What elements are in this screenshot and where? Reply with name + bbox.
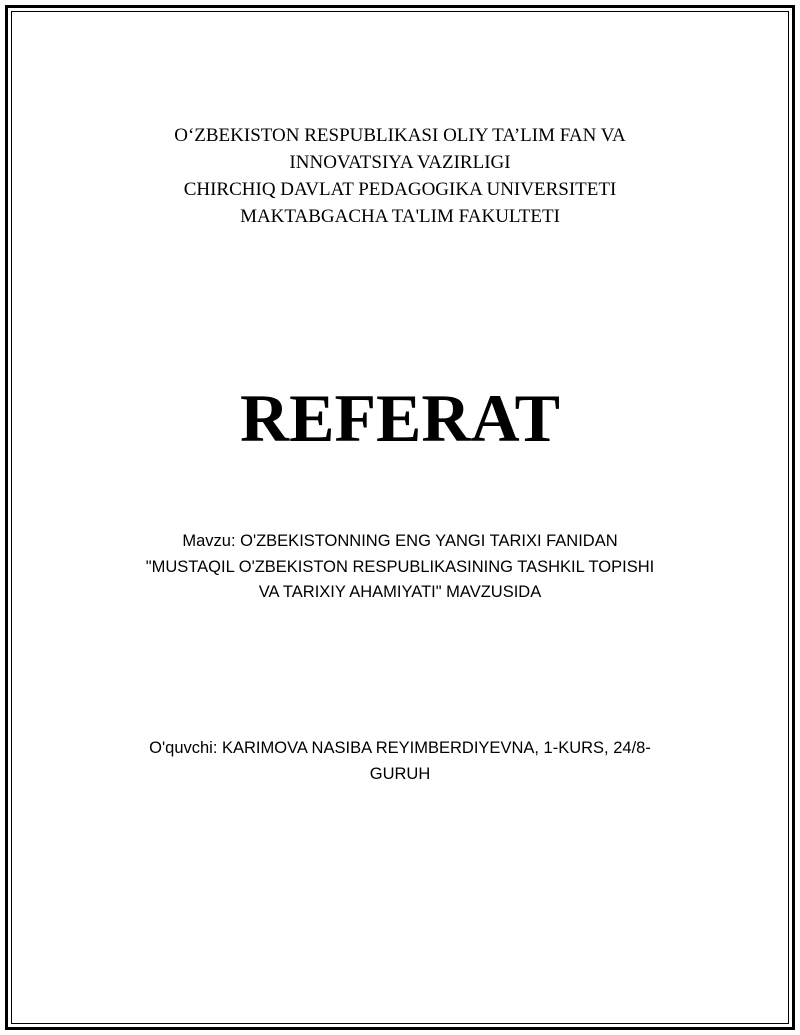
header-line: CHIRCHIQ DAVLAT PEDAGOGIKA UNIVERSITETI bbox=[183, 179, 617, 200]
header-line: INNOVATSIYA VAZIRLIGI bbox=[289, 152, 511, 173]
institution-header bbox=[0, 122, 800, 230]
topic-section bbox=[0, 529, 800, 606]
header-line: MAKTABGACHA TA'LIM FAKULTETI bbox=[240, 206, 560, 227]
topic-line: "MUSTAQIL O'ZBEKISTON RESPUBLIKASINING TASHKIL TOPISHI bbox=[145, 557, 655, 576]
topic-line: Mavzu: O'ZBEKISTONNING ENG YANGI TARIXI FANIDAN bbox=[182, 532, 618, 550]
student-section bbox=[0, 736, 800, 787]
header-line: O‘ZBEKISTON RESPUBLIKASI OLIY TA’LIM FAN VA bbox=[174, 125, 626, 146]
student-line: GURUH bbox=[369, 764, 431, 783]
student-line: O'quvchi: KARIMOVA NASIBA REYIMBERDIYEVNA, 1-KURS, 24/8- bbox=[149, 739, 651, 757]
topic-line: VA TARIXIY AHAMIYATI" MAVZUSIDA bbox=[258, 583, 542, 601]
document-title: REFERAT bbox=[240, 380, 560, 456]
